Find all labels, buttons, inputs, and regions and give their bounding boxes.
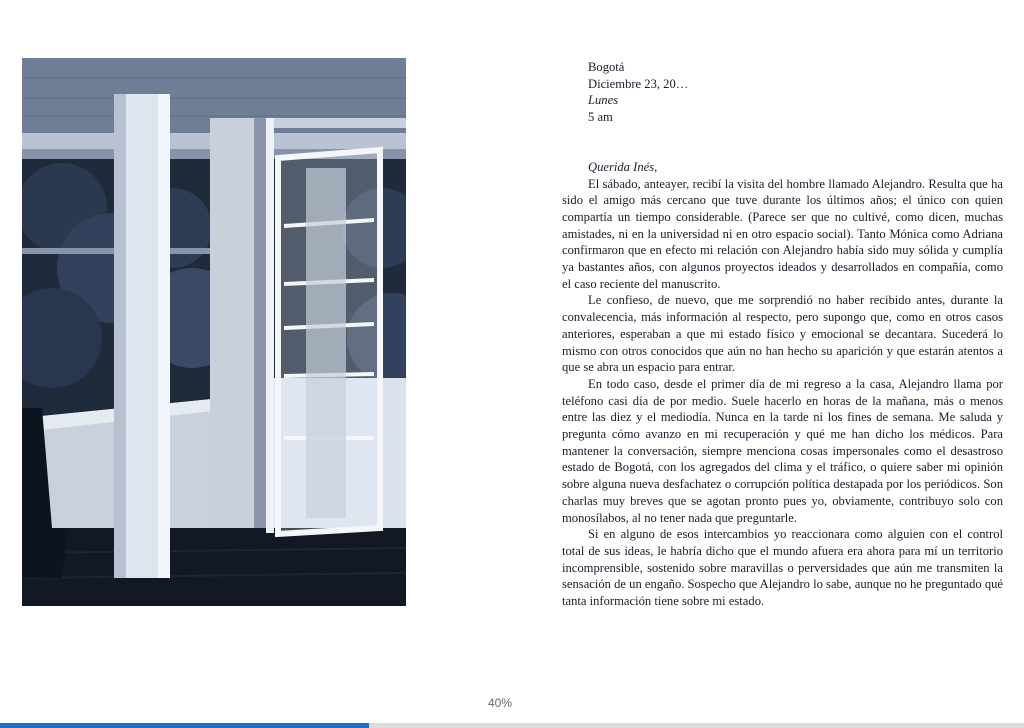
letter-city: Bogotá [588,60,625,74]
letter-time: 5 am [588,110,613,125]
letter-salutation: Querida Inés, [588,159,658,174]
reading-progress-bar[interactable] [0,723,1024,728]
letter-paragraph: Le confieso, de nuevo, que me sorprendió no haber recibido antes, durante la convalecencia, más información al respecto, pero supongo que, como en otros casos anteriores, esperaban a que mi estado físico y emocional se decantara. Sucederá lo mismo con otros conocidos que aún no han hecho su aparición y que estarán atentos a que se abra un espacio para entrar. [562,293,1003,375]
letter-date: Diciembre 23, 20… [588,76,689,91]
reading-progress-label: 40% [487,696,513,710]
letter-weekday: Lunes [588,93,619,108]
illustration-photo [22,58,406,606]
letter-paragraph: El sábado, anteayer, recibí la visita del hombre llamado Alejandro. Resulta que ha sido el amigo más cercano que tuve durante los últimos años; el único con quien compartía un tiempo considerable. (Parece ser que no cultivé, como dicen, muchas amistades, ni en la universidad ni en otro espacio social). Tanto Mónica como Adriana confirmaron que en efecto mi relación con Alejandro había sido muy sólida y cumplía ya bastantes años, con algunos proyectos ideados y desarrollados en compañía, como el caso reciente del manuscrito. [562,176,1003,291]
letter-paragraph: Si en alguno de esos intercambios yo reaccionara como alguien con el control total de sus ideas, le habría dicho que el mundo afuera era ahora para mí un territorio incomprensible, sostenido sobre maravillas o perversidades que aún me transmiten la sensación de un engaño. Sospecho que Alejandro lo sabe, aunque no he preguntado qué tanta información tiene sobre mi estado. [562,527,1004,609]
reading-progress-fill [0,723,369,728]
letter-header [562,59,1003,126]
porch-door-photo [22,58,406,606]
letter-paragraph: En todo caso, desde el primer día de mi regreso a la casa, Alejandro llama por teléfono casi día de por medio. Suele hacerlo en horas de la mañana, más o menos entre las diez y el mediodía. Nunca en la tarde ni los fines de semana. Me saluda y pregunta cómo avanzo en mi recuperación y qué me han dicho los médicos. Para mantener la conversación, siempre menciona cosas impersonales como el desastroso estado de Bogotá, con los agregados del clima y el tráfico, o quiere saber mi opinión sobre alguna nueva desfachatez o corrupción política destapada por los periódicos. Son charlas muy breves que se agotan pronto pues yo, obviamente, contribuyo solo con monosílabos, al no tener nada que preguntarle. [562,376,1003,525]
letter-page [562,59,1003,610]
